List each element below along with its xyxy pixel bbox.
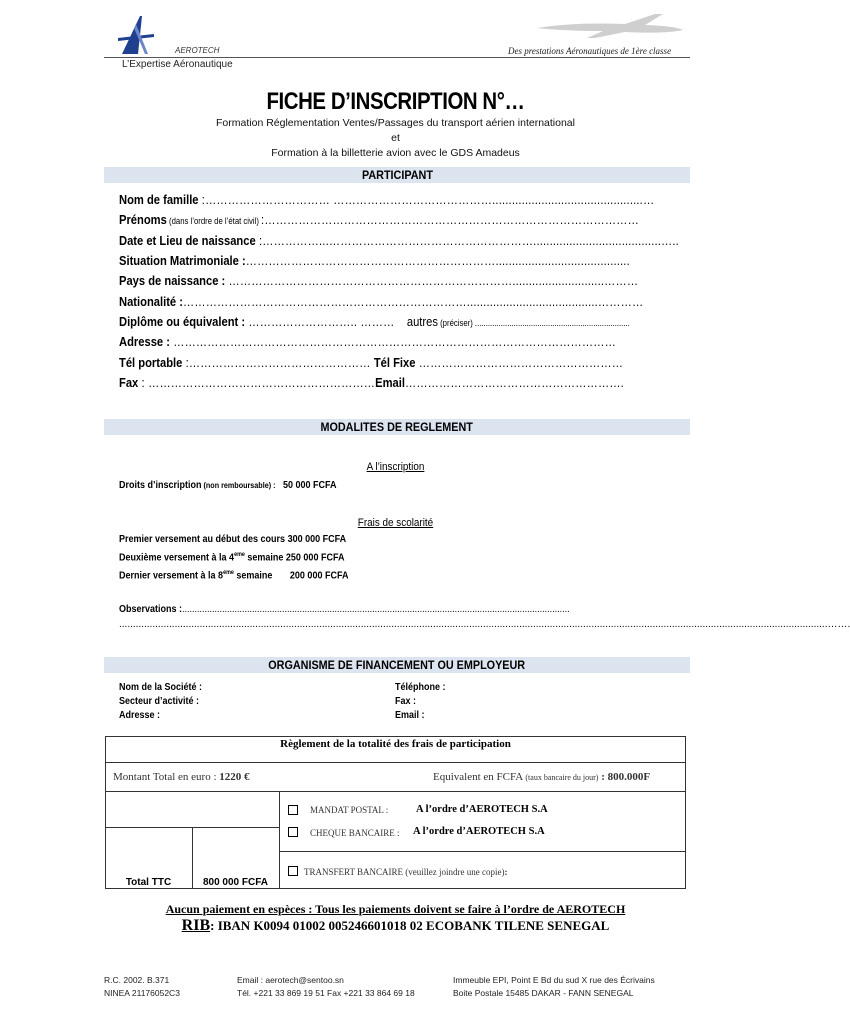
- observations-field[interactable]: Observations :...........................................................................................................................................................: [119, 604, 570, 615]
- fax-email-field[interactable]: Fax : ……………………………………………………Email………………………………………………….: [119, 375, 624, 390]
- societe-label: Nom de la Société :: [119, 682, 203, 693]
- rib-line: RIB: IBAN K0094 01002 005246601018 02 ECOBANK TILENE SENEGAL: [181, 917, 610, 934]
- versement-2: Deuxième versement à la 4ème semaine 250 000 FCFA: [119, 552, 345, 564]
- transfert-label: TRANSFERT BANCAIRE (veuillez joindre une copie):: [304, 867, 508, 877]
- fax-employeur-label: Fax :: [395, 696, 417, 707]
- table-rule: [279, 791, 280, 889]
- prenoms-field[interactable]: Prénoms (dans l’ordre de l’état civil) :………………………………………………………………………………………: [119, 212, 639, 227]
- table-rule: [105, 762, 686, 763]
- telephone-employeur-label: Téléphone :: [395, 682, 446, 693]
- diplome-field[interactable]: Diplôme ou équivalent : ……………………….. ……… autres (préciser) ........................................................................: [119, 314, 630, 329]
- pays-naissance-field[interactable]: Pays de naissance : …………………………………………………………………............................………: [119, 273, 639, 288]
- subtitle-line-3: Formation à la billetterie avion avec le GDS Amadeus: [271, 147, 520, 159]
- versement-1: Premier versement au début des cours 300 000 FCFA: [119, 534, 347, 545]
- expertise-label: L’Expertise Aéronautique: [122, 59, 233, 70]
- brand-name: AEROTECH: [175, 46, 220, 55]
- transfert-checkbox[interactable]: [288, 866, 298, 876]
- participant-heading: PARTICIPANT: [104, 167, 690, 183]
- date-lieu-naissance-field[interactable]: Date et Lieu de naissance :……………...……………………………………………….......................................…..: [119, 233, 679, 248]
- footer-adresse-2: Boite Postale 15485 DAKAR - FANN SENEGAL: [453, 988, 634, 998]
- droits-inscription-line: Droits d’inscription (non remboursable) : 50 000 FCFA: [119, 480, 337, 491]
- header-divider: [104, 57, 690, 58]
- inscription-subheading: A l’inscription: [366, 461, 425, 473]
- page-title: FICHE D’INSCRIPTION N°…: [266, 88, 525, 115]
- payment-table-title: Règlement de la totalité des frais de participation: [280, 738, 511, 750]
- footer-rc: R.C. 2002. B.371: [104, 975, 170, 985]
- cheque-label: CHEQUE BANCAIRE :: [310, 828, 400, 838]
- subtitle-line-1: Formation Réglementation Ventes/Passages du transport aérien international: [216, 117, 575, 129]
- tagline: Des prestations Aéronautiques de 1ère classe: [508, 46, 672, 56]
- nationalite-field[interactable]: Nationalité :…………………………………………………………………........................................…………: [119, 294, 644, 309]
- mandat-label: MANDAT POSTAL :: [310, 805, 389, 815]
- airplane-image: [535, 10, 685, 40]
- secteur-label: Secteur d’activité :: [119, 696, 200, 707]
- situation-matrimoniale-field[interactable]: Situation Matrimoniale :………………………………………………………….........................................: [119, 253, 630, 268]
- equivalent-fcfa: Equivalent en FCFA (taux bancaire du jour) : 800.000F: [433, 771, 651, 783]
- table-rule: [279, 851, 686, 852]
- subtitle-line-2: et: [391, 132, 400, 144]
- mandat-checkbox[interactable]: [288, 805, 298, 815]
- mandat-ordre: A l’ordre d’AEROTECH S.A: [416, 804, 548, 815]
- montant-euro: Montant Total en euro : 1220 €: [113, 771, 250, 783]
- cheque-ordre: A l’ordre d’AEROTECH S.A: [413, 826, 545, 837]
- financement-heading: ORGANISME DE FINANCEMENT OU EMPLOYEUR: [104, 657, 690, 673]
- footer-tel: Tél. +221 33 869 19 51 Fax +221 33 864 69 18: [237, 988, 415, 998]
- aerotech-logo: [118, 14, 154, 56]
- email-employeur-label: Email :: [395, 710, 425, 721]
- cheque-checkbox[interactable]: [288, 827, 298, 837]
- telephone-field[interactable]: Tél portable :………………………………………… Tél Fixe ………………………………………………: [119, 355, 624, 370]
- table-rule: [105, 791, 686, 792]
- versement-3: Dernier versement à la 8ème semaine 200 000 FCFA: [119, 570, 349, 582]
- footer-email: Email : aerotech@sentoo.sn: [237, 975, 344, 985]
- payment-notice: Aucun paiement en espèces : Tous les paiements doivent se faire à l’ordre de AEROTECH: [165, 902, 626, 916]
- frais-scolarite-subheading: Frais de scolarité: [357, 517, 434, 529]
- nom-field[interactable]: Nom de famille :…………………………… ……………………………………..............................................…: [119, 192, 655, 207]
- total-ttc-value: 800 000 FCFA: [202, 877, 269, 888]
- footer-adresse-1: Immeuble EPI, Point E Bd du sud X rue des Écrivains: [453, 975, 655, 985]
- adresse-employeur-label: Adresse :: [119, 710, 161, 721]
- footer-ninea: NINEA 21176052C3: [104, 988, 180, 998]
- adresse-field[interactable]: Adresse : ………………………………………………………………………………………………………: [119, 334, 616, 349]
- total-ttc-label: Total TTC: [125, 877, 172, 888]
- observations-line-2[interactable]: ...............................................................................................................................................................................................................................................................…….: [119, 619, 850, 630]
- modalites-heading: MODALITES DE REGLEMENT: [104, 419, 690, 435]
